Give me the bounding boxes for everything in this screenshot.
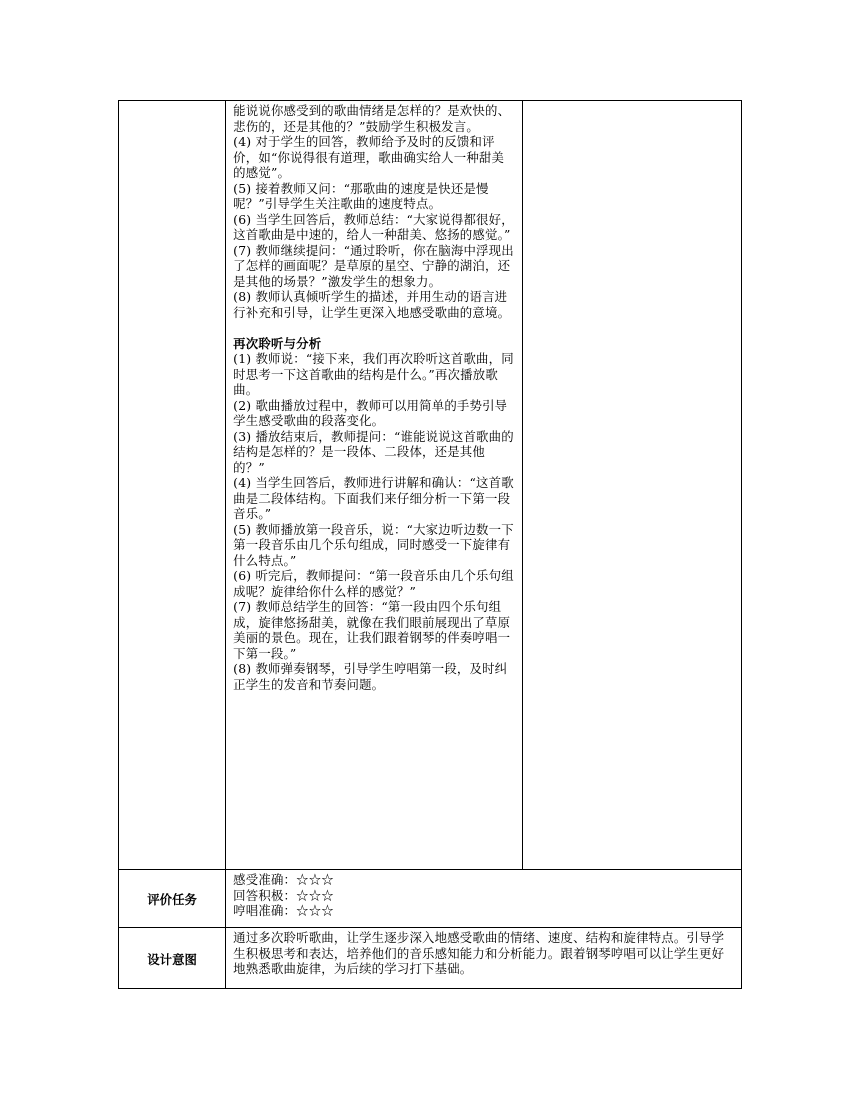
evaluation-label: 评价任务 xyxy=(147,892,197,907)
spacer xyxy=(233,320,515,336)
design-row xyxy=(119,928,742,989)
evaluation-item: 哼唱准确：☆☆☆ xyxy=(233,903,334,918)
paragraph: (3) 播放结束后，教师提问：“谁能说说这首歌曲的结构是怎样的？是一段体、二段体，还是其他的？” xyxy=(233,428,514,475)
paragraph: (5) 接着教师又问：“那歌曲的速度是快还是慢呢？”引导学生关注歌曲的速度特点。 xyxy=(233,180,489,211)
process-label-cell xyxy=(119,101,226,870)
paragraph: (6) 听完后，教师提问：“第一段音乐由几个乐句组成呢？旋律给你什么样的感觉？” xyxy=(233,568,514,599)
process-row xyxy=(119,101,742,870)
paragraph: 能说说你感受到的歌曲情绪是怎样的？是欢快的、悲伤的，还是其他的？”鼓励学生积极发言。 xyxy=(233,103,511,134)
lesson-plan-table xyxy=(118,100,742,989)
paragraph: (7) 教师继续提问：“通过聆听，你在脑海中浮现出了怎样的画面呢？是草原的星空、宁静的湖泊，还是其他的场景？”激发学生的想象力。 xyxy=(233,242,514,289)
design-content-cell xyxy=(226,928,742,989)
section-heading: 再次聆听与分析 xyxy=(233,335,322,351)
process-notes-cell xyxy=(522,101,741,870)
paragraph: (2) 歌曲播放过程中，教师可以用简单的手势引导学生感受歌曲的段落变化。 xyxy=(233,397,508,428)
evaluation-label-cell xyxy=(119,870,226,928)
paragraph: (8) 教师认真倾听学生的描述，并用生动的语言进行补充和引导，让学生更深入地感受歌曲的意境。 xyxy=(233,289,511,320)
paragraph: (1) 教师说：“接下来，我们再次聆听这首歌曲，同时思考一下这首歌曲的结构是什么。”再次播放歌曲。 xyxy=(233,351,514,397)
process-content xyxy=(226,101,521,694)
evaluation-content xyxy=(226,870,741,921)
evaluation-content-cell xyxy=(226,870,742,928)
paragraph: (4) 对于学生的回答，教师给予及时的反馈和评价，如“你说得很有道理，歌曲确实给人一种甜美的感觉”。 xyxy=(233,134,505,180)
paragraph: (7) 教师总结学生的回答：“第一段由四个乐句组成，旋律悠扬甜美，就像在我们眼前展现出了草原美丽的景色。现在，让我们跟着钢琴的伴奏哼唱一下第一段。” xyxy=(233,599,511,661)
evaluation-item: 感受准确：☆☆☆ xyxy=(233,872,334,887)
paragraph: (6) 当学生回答后，教师总结：“大家说得都很好，这首歌曲是中速的，给人一种甜美、悠扬的感觉。” xyxy=(233,211,514,242)
design-label-cell xyxy=(119,928,226,989)
paragraph: (5) 教师播放第一段音乐，说：“大家边听边数一下第一段音乐由几个乐句组成，同时感受一下旋律有什么特点。” xyxy=(233,521,514,568)
paragraph: (4) 当学生回答后，教师进行讲解和确认：“这首歌曲是二段体结构。下面我们来仔细分析一下第一段音乐。” xyxy=(233,475,514,521)
process-content-cell xyxy=(226,101,522,870)
design-text: 通过多次聆听歌曲，让学生逐步深入地感受歌曲的情绪、速度、结构和旋律特点。引导学生积极思考和表达，培养他们的音乐感知能力和分析能力。跟着钢琴哼唱可以让学生更好地熟悉歌曲旋律，为后续的学习打下基础。 xyxy=(233,930,725,976)
paragraph: (8) 教师弹奏钢琴，引导学生哼唱第一段，及时纠正学生的发音和节奏问题。 xyxy=(233,661,508,692)
evaluation-row xyxy=(119,870,742,928)
evaluation-item: 回答积极：☆☆☆ xyxy=(233,887,334,903)
design-label: 设计意图 xyxy=(147,951,197,967)
